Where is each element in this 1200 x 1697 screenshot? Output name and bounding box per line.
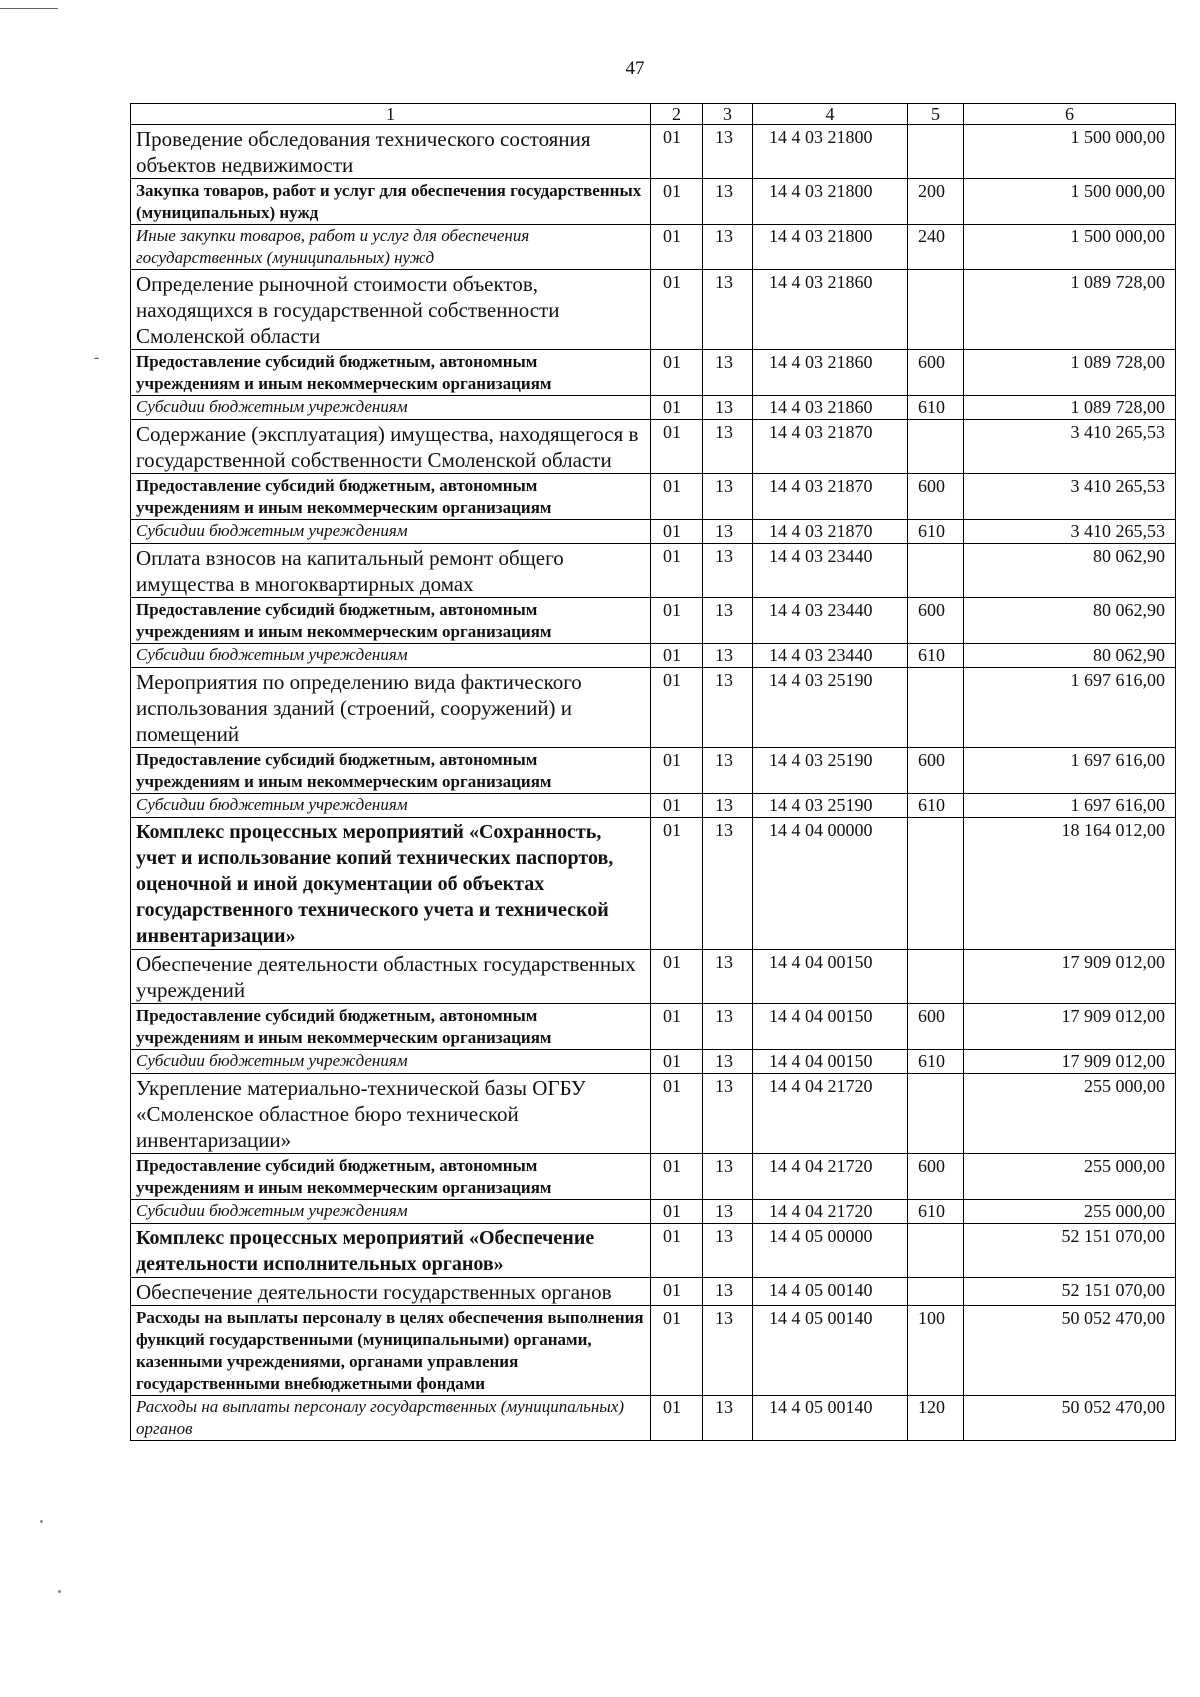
header-row [131, 104, 1176, 125]
table-row [131, 748, 1176, 794]
amount-cell: 1 500 000,00 [964, 125, 1176, 179]
target-article-cell: 14 4 03 21800 [753, 125, 908, 179]
target-article-cell: 14 4 04 00150 [753, 1004, 908, 1050]
section-code-cell: 01 [651, 794, 703, 818]
subsection-code-cell: 13 [703, 474, 753, 520]
table-row [131, 950, 1176, 1004]
table-row [131, 1224, 1176, 1278]
target-article-cell: 14 4 03 21860 [753, 396, 908, 420]
table-row [131, 1074, 1176, 1154]
section-code-cell: 01 [651, 179, 703, 225]
item-name-cell: Определение рыночной стоимости объектов, находящихся в государственной собственности Смоленской области [131, 270, 651, 350]
expense-type-cell: 610 [908, 396, 964, 420]
target-article-cell: 14 4 03 21860 [753, 350, 908, 396]
item-name-cell: Субсидии бюджетным учреждениям [131, 644, 651, 668]
table-row [131, 1396, 1176, 1441]
section-code-cell: 01 [651, 225, 703, 270]
section-code-cell: 01 [651, 270, 703, 350]
item-name-cell: Предоставление субсидий бюджетным, автономным учреждениям и иным некоммерческим организациям [131, 748, 651, 794]
column-header: 1 [131, 104, 651, 125]
subsection-code-cell: 13 [703, 950, 753, 1004]
expense-type-cell [908, 1224, 964, 1278]
item-name-cell: Субсидии бюджетным учреждениям [131, 520, 651, 544]
section-code-cell: 01 [651, 668, 703, 748]
section-code-cell: 01 [651, 125, 703, 179]
section-code-cell: 01 [651, 396, 703, 420]
target-article-cell: 14 4 04 21720 [753, 1074, 908, 1154]
amount-cell: 3 410 265,53 [964, 474, 1176, 520]
subsection-code-cell: 13 [703, 420, 753, 474]
section-code-cell: 01 [651, 350, 703, 396]
subsection-code-cell: 13 [703, 1004, 753, 1050]
target-article-cell: 14 4 03 21870 [753, 420, 908, 474]
expense-type-cell [908, 818, 964, 950]
table-row [131, 179, 1176, 225]
item-name-cell: Иные закупки товаров, работ и услуг для обеспечения государственных (муниципальных) нужд [131, 225, 651, 270]
section-code-cell: 01 [651, 598, 703, 644]
target-article-cell: 14 4 03 25190 [753, 794, 908, 818]
amount-cell: 1 500 000,00 [964, 225, 1176, 270]
subsection-code-cell: 13 [703, 668, 753, 748]
target-article-cell: 14 4 03 21860 [753, 270, 908, 350]
scan-speck [40, 1520, 43, 1523]
item-name-cell: Обеспечение деятельности государственных органов [131, 1278, 651, 1306]
subsection-code-cell: 13 [703, 1306, 753, 1396]
table-row [131, 1200, 1176, 1224]
expense-type-cell: 100 [908, 1306, 964, 1396]
item-name-cell: Проведение обследования технического состояния объектов недвижимости [131, 125, 651, 179]
item-name-cell: Расходы на выплаты персоналу государственных (муниципальных) органов [131, 1396, 651, 1441]
table-row [131, 1278, 1176, 1306]
expense-type-cell: 200 [908, 179, 964, 225]
amount-cell: 17 909 012,00 [964, 950, 1176, 1004]
target-article-cell: 14 4 04 00150 [753, 950, 908, 1004]
amount-cell: 1 089 728,00 [964, 350, 1176, 396]
subsection-code-cell: 13 [703, 179, 753, 225]
target-article-cell: 14 4 03 21800 [753, 179, 908, 225]
amount-cell: 52 151 070,00 [964, 1278, 1176, 1306]
table-row [131, 350, 1176, 396]
amount-cell: 17 909 012,00 [964, 1050, 1176, 1074]
section-code-cell: 01 [651, 1004, 703, 1050]
subsection-code-cell: 13 [703, 1154, 753, 1200]
item-name-cell: Предоставление субсидий бюджетным, автономным учреждениям и иным некоммерческим организациям [131, 1154, 651, 1200]
amount-cell: 18 164 012,00 [964, 818, 1176, 950]
item-name-cell: Расходы на выплаты персоналу в целях обеспечения выполнения функций государственными (муниципальными) органами, казенными учреждениями, органами управления государственными внебюджетными фондами [131, 1306, 651, 1396]
subsection-code-cell: 13 [703, 644, 753, 668]
table-row [131, 818, 1176, 950]
item-name-cell: Предоставление субсидий бюджетным, автономным учреждениям и иным некоммерческим организациям [131, 350, 651, 396]
item-name-cell: Комплекс процессных мероприятий «Сохранность, учет и использование копий технических паспортов, оценочной и иной документации об объектах государственного технического учета и технической инвентаризации» [131, 818, 651, 950]
amount-cell: 50 052 470,00 [964, 1306, 1176, 1396]
expense-type-cell: 600 [908, 748, 964, 794]
item-name-cell: Предоставление субсидий бюджетным, автономным учреждениям и иным некоммерческим организациям [131, 1004, 651, 1050]
expense-type-cell: 610 [908, 1050, 964, 1074]
expense-type-cell [908, 1074, 964, 1154]
expense-type-cell: 600 [908, 474, 964, 520]
amount-cell: 17 909 012,00 [964, 1004, 1176, 1050]
subsection-code-cell: 13 [703, 125, 753, 179]
table-row [131, 598, 1176, 644]
amount-cell: 80 062,90 [964, 598, 1176, 644]
item-name-cell: Предоставление субсидий бюджетным, автономным учреждениям и иным некоммерческим организациям [131, 598, 651, 644]
table-row [131, 1050, 1176, 1074]
section-code-cell: 01 [651, 748, 703, 794]
expense-type-cell [908, 1278, 964, 1306]
section-code-cell: 01 [651, 1224, 703, 1278]
margin-mark: - [94, 349, 100, 366]
section-code-cell: 01 [651, 1396, 703, 1441]
target-article-cell: 14 4 04 21720 [753, 1154, 908, 1200]
column-header: 4 [753, 104, 908, 125]
table-row [131, 520, 1176, 544]
amount-cell: 80 062,90 [964, 644, 1176, 668]
item-name-cell: Закупка товаров, работ и услуг для обеспечения государственных (муниципальных) нужд [131, 179, 651, 225]
target-article-cell: 14 4 03 21870 [753, 520, 908, 544]
section-code-cell: 01 [651, 544, 703, 598]
subsection-code-cell: 13 [703, 396, 753, 420]
amount-cell: 80 062,90 [964, 544, 1176, 598]
table-row [131, 474, 1176, 520]
section-code-cell: 01 [651, 474, 703, 520]
subsection-code-cell: 13 [703, 1224, 753, 1278]
target-article-cell: 14 4 05 00140 [753, 1306, 908, 1396]
section-code-cell: 01 [651, 1154, 703, 1200]
expense-type-cell: 600 [908, 1154, 964, 1200]
table-row [131, 270, 1176, 350]
item-name-cell: Обеспечение деятельности областных государственных учреждений [131, 950, 651, 1004]
target-article-cell: 14 4 04 00150 [753, 1050, 908, 1074]
subsection-code-cell: 13 [703, 225, 753, 270]
budget-table-body [131, 104, 1176, 1441]
table-row [131, 396, 1176, 420]
subsection-code-cell: 13 [703, 1050, 753, 1074]
section-code-cell: 01 [651, 1200, 703, 1224]
section-code-cell: 01 [651, 1050, 703, 1074]
expense-type-cell [908, 270, 964, 350]
column-header: 2 [651, 104, 703, 125]
item-name-cell: Содержание (эксплуатация) имущества, находящегося в государственной собственности Смоленской области [131, 420, 651, 474]
target-article-cell: 14 4 04 21720 [753, 1200, 908, 1224]
section-code-cell: 01 [651, 520, 703, 544]
section-code-cell: 01 [651, 420, 703, 474]
amount-cell: 1 697 616,00 [964, 794, 1176, 818]
scan-edge-line [0, 8, 58, 9]
target-article-cell: 14 4 03 21870 [753, 474, 908, 520]
section-code-cell: 01 [651, 818, 703, 950]
expense-type-cell: 610 [908, 644, 964, 668]
amount-cell: 1 697 616,00 [964, 668, 1176, 748]
amount-cell: 1 089 728,00 [964, 396, 1176, 420]
table-row [131, 225, 1176, 270]
item-name-cell: Оплата взносов на капитальный ремонт общего имущества в многоквартирных домах [131, 544, 651, 598]
expense-type-cell [908, 950, 964, 1004]
target-article-cell: 14 4 05 00140 [753, 1396, 908, 1441]
budget-table [130, 103, 1176, 1441]
subsection-code-cell: 13 [703, 1200, 753, 1224]
subsection-code-cell: 13 [703, 350, 753, 396]
expense-type-cell: 610 [908, 1200, 964, 1224]
table-row [131, 1306, 1176, 1396]
subsection-code-cell: 13 [703, 544, 753, 598]
subsection-code-cell: 13 [703, 748, 753, 794]
subsection-code-cell: 13 [703, 1396, 753, 1441]
amount-cell: 50 052 470,00 [964, 1396, 1176, 1441]
column-header: 3 [703, 104, 753, 125]
subsection-code-cell: 13 [703, 818, 753, 950]
amount-cell: 1 500 000,00 [964, 179, 1176, 225]
expense-type-cell [908, 668, 964, 748]
section-code-cell: 01 [651, 1074, 703, 1154]
target-article-cell: 14 4 05 00140 [753, 1278, 908, 1306]
page-number: 47 [625, 58, 645, 79]
section-code-cell: 01 [651, 950, 703, 1004]
target-article-cell: 14 4 03 23440 [753, 644, 908, 668]
amount-cell: 1 697 616,00 [964, 748, 1176, 794]
expense-type-cell [908, 420, 964, 474]
item-name-cell: Мероприятия по определению вида фактического использования зданий (строений, сооружений) и помещений [131, 668, 651, 748]
item-name-cell: Субсидии бюджетным учреждениям [131, 1050, 651, 1074]
subsection-code-cell: 13 [703, 270, 753, 350]
target-article-cell: 14 4 04 00000 [753, 818, 908, 950]
column-header: 5 [908, 104, 964, 125]
item-name-cell: Субсидии бюджетным учреждениям [131, 396, 651, 420]
expense-type-cell [908, 544, 964, 598]
expense-type-cell: 600 [908, 598, 964, 644]
column-header: 6 [964, 104, 1176, 125]
expense-type-cell: 240 [908, 225, 964, 270]
target-article-cell: 14 4 03 23440 [753, 598, 908, 644]
table-row [131, 544, 1176, 598]
section-code-cell: 01 [651, 1306, 703, 1396]
expense-type-cell: 600 [908, 1004, 964, 1050]
scan-speck [58, 1590, 61, 1593]
amount-cell: 255 000,00 [964, 1154, 1176, 1200]
item-name-cell: Субсидии бюджетным учреждениям [131, 794, 651, 818]
target-article-cell: 14 4 03 21800 [753, 225, 908, 270]
item-name-cell: Предоставление субсидий бюджетным, автономным учреждениям и иным некоммерческим организациям [131, 474, 651, 520]
amount-cell: 3 410 265,53 [964, 520, 1176, 544]
expense-type-cell: 610 [908, 794, 964, 818]
amount-cell: 1 089 728,00 [964, 270, 1176, 350]
amount-cell: 255 000,00 [964, 1074, 1176, 1154]
subsection-code-cell: 13 [703, 598, 753, 644]
target-article-cell: 14 4 05 00000 [753, 1224, 908, 1278]
amount-cell: 3 410 265,53 [964, 420, 1176, 474]
subsection-code-cell: 13 [703, 794, 753, 818]
item-name-cell: Комплекс процессных мероприятий «Обеспечение деятельности исполнительных органов» [131, 1224, 651, 1278]
item-name-cell: Укрепление материально-технической базы ОГБУ «Смоленское областное бюро технической инвентаризации» [131, 1074, 651, 1154]
item-name-cell: Субсидии бюджетным учреждениям [131, 1200, 651, 1224]
table-row [131, 1154, 1176, 1200]
expense-type-cell: 600 [908, 350, 964, 396]
target-article-cell: 14 4 03 25190 [753, 748, 908, 794]
table-row [131, 125, 1176, 179]
expense-type-cell [908, 125, 964, 179]
amount-cell: 52 151 070,00 [964, 1224, 1176, 1278]
table-row [131, 1004, 1176, 1050]
subsection-code-cell: 13 [703, 1278, 753, 1306]
expense-type-cell: 120 [908, 1396, 964, 1441]
table-row [131, 794, 1176, 818]
table-row [131, 644, 1176, 668]
amount-cell: 255 000,00 [964, 1200, 1176, 1224]
table-row [131, 668, 1176, 748]
subsection-code-cell: 13 [703, 520, 753, 544]
target-article-cell: 14 4 03 25190 [753, 668, 908, 748]
subsection-code-cell: 13 [703, 1074, 753, 1154]
section-code-cell: 01 [651, 1278, 703, 1306]
table-row [131, 420, 1176, 474]
section-code-cell: 01 [651, 644, 703, 668]
target-article-cell: 14 4 03 23440 [753, 544, 908, 598]
expense-type-cell: 610 [908, 520, 964, 544]
